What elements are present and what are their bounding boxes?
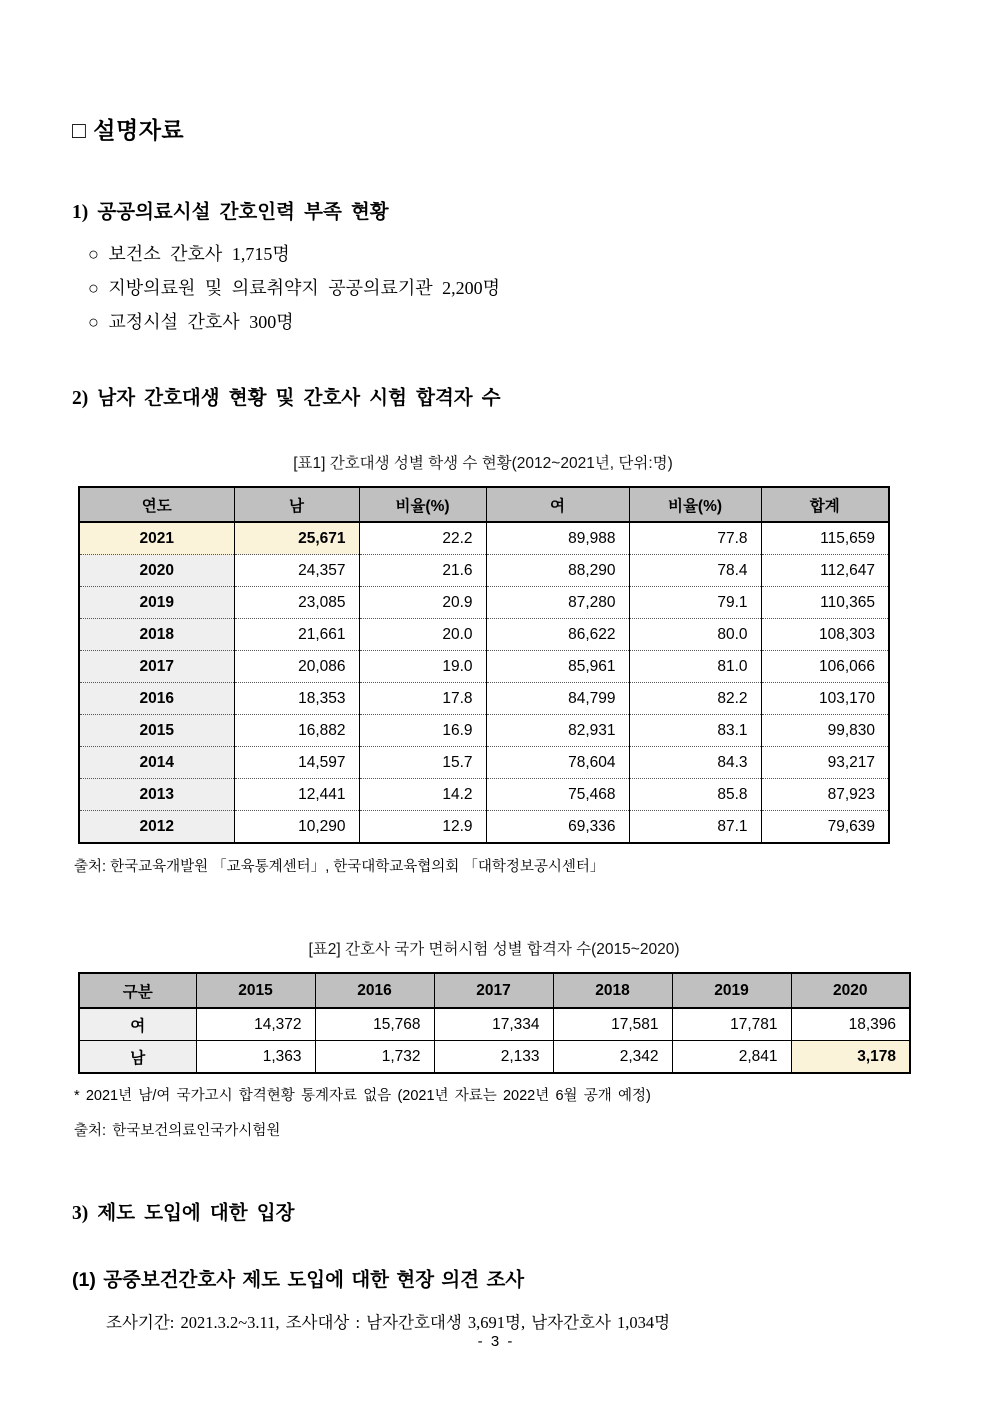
survey-info: 조사기간: 2021.3.2~3.11, 조사대상 : 남자간호대생 3,691명, 남자간호사 1,034명 (106, 1313, 671, 1332)
page-number: - 3 - (477, 1333, 515, 1350)
year-cell: 2013 (79, 779, 234, 811)
data-cell: 23,085 (234, 587, 359, 619)
data-cell: 89,988 (486, 522, 629, 555)
data-cell: 18,396 (791, 1008, 910, 1041)
bullet-item: ○ 보건소 간호사 1,715명 (88, 244, 290, 264)
bullet-item: ○ 지방의료원 및 의료취약지 공공의료기관 2,200명 (88, 278, 501, 298)
data-cell: 2,342 (553, 1041, 672, 1074)
data-cell: 78,604 (486, 747, 629, 779)
table2-header-row (79, 973, 910, 1008)
table2-caption: [표2] 간호사 국가 면허시험 성별 합격자 수(2015~2020) (308, 941, 680, 958)
data-cell: 112,647 (761, 555, 889, 587)
data-cell: 88,290 (486, 555, 629, 587)
data-cell: 84,799 (486, 683, 629, 715)
data-cell: 80.0 (629, 619, 761, 651)
table-row (79, 747, 889, 779)
table-row (79, 587, 889, 619)
table2-header-cell: 2017 (434, 973, 553, 1008)
table2-header-cell: 2016 (315, 973, 434, 1008)
data-cell: 17,334 (434, 1008, 553, 1041)
data-cell: 1,732 (315, 1041, 434, 1074)
data-cell: 24,357 (234, 555, 359, 587)
table1-header-cell: 비율(%) (359, 487, 486, 522)
data-cell: 81.0 (629, 651, 761, 683)
data-cell: 14,597 (234, 747, 359, 779)
data-cell-highlighted: 3,178 (791, 1041, 910, 1074)
data-cell: 93,217 (761, 747, 889, 779)
gender-cell: 남 (79, 1041, 196, 1074)
table2-footnote: * 2021년 남/여 국가고시 합격현황 통계자료 없음 (2021년 자료는 2022년 6월 공개 예정) (74, 1088, 651, 1104)
data-cell: 20.0 (359, 619, 486, 651)
data-cell: 15,768 (315, 1008, 434, 1041)
table2-header-cell: 2015 (196, 973, 315, 1008)
data-cell: 2,133 (434, 1041, 553, 1074)
table-row (79, 651, 889, 683)
table-row (79, 779, 889, 811)
data-cell: 84.3 (629, 747, 761, 779)
data-cell: 16,882 (234, 715, 359, 747)
data-cell: 79,639 (761, 811, 889, 844)
data-cell: 115,659 (761, 522, 889, 555)
section3-sub-heading: (1) 공중보건간호사 제도 도입에 대한 현장 의견 조사 (72, 1269, 525, 1291)
section1-bullet-list (72, 237, 920, 339)
data-cell: 21,661 (234, 619, 359, 651)
data-cell: 77.8 (629, 522, 761, 555)
table2-header-cell: 2018 (553, 973, 672, 1008)
table2-header-cell: 2019 (672, 973, 791, 1008)
year-cell: 2019 (79, 587, 234, 619)
data-cell: 10,290 (234, 811, 359, 844)
table-row (79, 683, 889, 715)
data-cell: 79.1 (629, 587, 761, 619)
data-cell: 87,923 (761, 779, 889, 811)
data-cell: 17.8 (359, 683, 486, 715)
table1-header-cell: 연도 (79, 487, 234, 522)
data-cell: 83.1 (629, 715, 761, 747)
data-cell: 82.2 (629, 683, 761, 715)
table1-header-cell: 남 (234, 487, 359, 522)
data-cell: 86,622 (486, 619, 629, 651)
data-cell: 20,086 (234, 651, 359, 683)
data-cell: 110,365 (761, 587, 889, 619)
table2-source: 출처: 한국보건의료인국가시험원 (74, 1123, 281, 1139)
data-cell: 25,671 (234, 522, 359, 555)
data-cell: 18,353 (234, 683, 359, 715)
table-row (79, 619, 889, 651)
data-cell: 78.4 (629, 555, 761, 587)
data-cell: 103,170 (761, 683, 889, 715)
year-cell: 2012 (79, 811, 234, 844)
table1-header-row (79, 487, 889, 522)
data-cell: 82,931 (486, 715, 629, 747)
table1-header-cell: 합계 (761, 487, 889, 522)
table-row (79, 811, 889, 844)
table2-header-cell: 구분 (79, 973, 196, 1008)
table1-caption: [표1] 간호대생 성별 학생 수 현황(2012~2021년, 단위:명) (293, 455, 673, 472)
data-cell: 106,066 (761, 651, 889, 683)
data-cell: 85.8 (629, 779, 761, 811)
gender-cell: 여 (79, 1008, 196, 1041)
year-cell: 2014 (79, 747, 234, 779)
table-row (79, 715, 889, 747)
data-cell: 99,830 (761, 715, 889, 747)
data-cell: 75,468 (486, 779, 629, 811)
table-row (79, 555, 889, 587)
year-cell: 2020 (79, 555, 234, 587)
table-row (79, 1041, 910, 1074)
data-cell: 17,781 (672, 1008, 791, 1041)
year-cell: 2015 (79, 715, 234, 747)
data-cell: 69,336 (486, 811, 629, 844)
table1-students-by-gender (78, 486, 890, 844)
bullet-item: ○ 교정시설 간호사 300명 (88, 312, 294, 332)
data-cell: 14.2 (359, 779, 486, 811)
table-row (79, 522, 889, 555)
data-cell: 2,841 (672, 1041, 791, 1074)
data-cell: 22.2 (359, 522, 486, 555)
table-row (79, 1008, 910, 1041)
section3-heading: 3) 제도 도입에 대한 입장 (72, 1203, 295, 1224)
table1-header-cell: 비율(%) (629, 487, 761, 522)
table1-source: 출처: 한국교육개발원 「교육통계센터」, 한국대학교육협의회 「대학정보공시센터」 (74, 859, 605, 875)
data-cell: 19.0 (359, 651, 486, 683)
data-cell: 21.6 (359, 555, 486, 587)
data-cell: 12,441 (234, 779, 359, 811)
year-cell: 2016 (79, 683, 234, 715)
year-cell: 2018 (79, 619, 234, 651)
data-cell: 87.1 (629, 811, 761, 844)
data-cell: 108,303 (761, 619, 889, 651)
data-cell: 16.9 (359, 715, 486, 747)
data-cell: 20.9 (359, 587, 486, 619)
doc-title: □ 설명자료 (72, 117, 185, 143)
data-cell: 12.9 (359, 811, 486, 844)
year-cell: 2017 (79, 651, 234, 683)
data-cell: 87,280 (486, 587, 629, 619)
section1-heading: 1) 공공의료시설 간호인력 부족 현황 (72, 202, 389, 223)
table2-exam-passers-by-gender (78, 972, 911, 1074)
data-cell: 15.7 (359, 747, 486, 779)
table2-header-cell: 2020 (791, 973, 910, 1008)
year-cell: 2021 (79, 522, 234, 555)
data-cell: 14,372 (196, 1008, 315, 1041)
data-cell: 17,581 (553, 1008, 672, 1041)
data-cell: 85,961 (486, 651, 629, 683)
table1-header-cell: 여 (486, 487, 629, 522)
data-cell: 1,363 (196, 1041, 315, 1074)
section2-heading: 2) 남자 간호대생 현황 및 간호사 시험 합격자 수 (72, 388, 501, 409)
